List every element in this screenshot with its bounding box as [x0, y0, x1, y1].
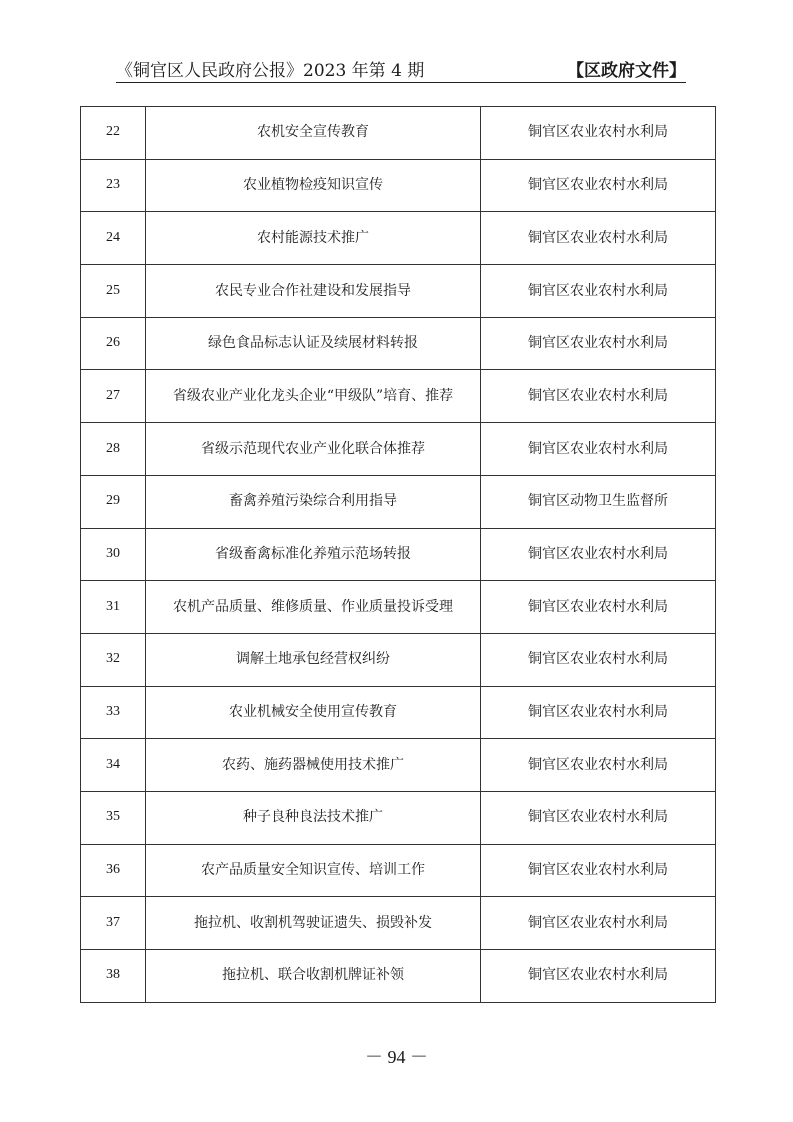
row-number: 29 [81, 475, 146, 528]
page-number: － 94 － [365, 1047, 428, 1067]
row-number: 30 [81, 528, 146, 581]
table-row [81, 370, 716, 423]
service-item-name: 农机产品质量、维修质量、作业质量投诉受理 [146, 581, 481, 634]
table-row [81, 791, 716, 844]
service-item-name: 调解土地承包经营权纠纷 [146, 633, 481, 686]
responsible-department: 铜官区农业农村水利局 [481, 423, 716, 476]
row-number: 38 [81, 950, 146, 1003]
table-row [81, 528, 716, 581]
service-item-name: 省级畜禽标准化养殖示范场转报 [146, 528, 481, 581]
table-row [81, 581, 716, 634]
service-item-name: 绿色食品标志认证及续展材料转报 [146, 317, 481, 370]
service-item-name: 农民专业合作社建设和发展指导 [146, 265, 481, 318]
row-number: 36 [81, 844, 146, 897]
row-number: 35 [81, 791, 146, 844]
row-number: 31 [81, 581, 146, 634]
responsible-department: 铜官区农业农村水利局 [481, 370, 716, 423]
table-row [81, 633, 716, 686]
table-row [81, 844, 716, 897]
table-row [81, 950, 716, 1003]
service-items-table [80, 106, 716, 1003]
responsible-department: 铜官区农业农村水利局 [481, 739, 716, 792]
responsible-department: 铜官区农业农村水利局 [481, 950, 716, 1003]
page-header [116, 52, 686, 82]
responsible-department: 铜官区农业农村水利局 [481, 107, 716, 160]
gazette-title: 《铜官区人民政府公报》2023 年第 4 期 [116, 61, 425, 81]
responsible-department: 铜官区农业农村水利局 [481, 686, 716, 739]
service-item-name: 农业机械安全使用宣传教育 [146, 686, 481, 739]
service-item-name: 农机安全宣传教育 [146, 107, 481, 160]
responsible-department: 铜官区农业农村水利局 [481, 791, 716, 844]
table-row [81, 739, 716, 792]
table-row [81, 265, 716, 318]
responsible-department: 铜官区农业农村水利局 [481, 159, 716, 212]
responsible-department: 铜官区农业农村水利局 [481, 528, 716, 581]
row-number: 34 [81, 739, 146, 792]
service-item-name: 农业植物检疫知识宣传 [146, 159, 481, 212]
row-number: 37 [81, 897, 146, 950]
responsible-department: 铜官区农业农村水利局 [481, 265, 716, 318]
responsible-department: 铜官区农业农村水利局 [481, 897, 716, 950]
service-item-name: 省级示范现代农业产业化联合体推荐 [146, 423, 481, 476]
responsible-department: 铜官区农业农村水利局 [481, 317, 716, 370]
row-number: 23 [81, 159, 146, 212]
row-number: 25 [81, 265, 146, 318]
row-number: 33 [81, 686, 146, 739]
table-row [81, 212, 716, 265]
row-number: 32 [81, 633, 146, 686]
row-number: 26 [81, 317, 146, 370]
table-row [81, 475, 716, 528]
responsible-department: 铜官区农业农村水利局 [481, 844, 716, 897]
section-label: 【区政府文件】 [567, 61, 686, 81]
table-row [81, 159, 716, 212]
service-item-name: 省级农业产业化龙头企业“甲级队”培育、推荐 [146, 370, 481, 423]
responsible-department: 铜官区动物卫生监督所 [481, 475, 716, 528]
table-row [81, 107, 716, 160]
row-number: 27 [81, 370, 146, 423]
service-item-name: 拖拉机、联合收割机牌证补领 [146, 950, 481, 1003]
table-row [81, 317, 716, 370]
service-item-name: 拖拉机、收割机驾驶证遗失、损毁补发 [146, 897, 481, 950]
responsible-department: 铜官区农业农村水利局 [481, 633, 716, 686]
service-item-name: 农村能源技术推广 [146, 212, 481, 265]
service-item-name: 农产品质量安全知识宣传、培训工作 [146, 844, 481, 897]
row-number: 28 [81, 423, 146, 476]
service-item-name: 种子良种良法技术推广 [146, 791, 481, 844]
responsible-department: 铜官区农业农村水利局 [481, 581, 716, 634]
table-row [81, 686, 716, 739]
row-number: 24 [81, 212, 146, 265]
service-item-name: 畜禽养殖污染综合利用指导 [146, 475, 481, 528]
header-rule [116, 82, 686, 83]
table-row [81, 897, 716, 950]
responsible-department: 铜官区农业农村水利局 [481, 212, 716, 265]
row-number: 22 [81, 107, 146, 160]
table-row [81, 423, 716, 476]
service-item-name: 农药、施药器械使用技术推广 [146, 739, 481, 792]
table-body [81, 107, 716, 1003]
